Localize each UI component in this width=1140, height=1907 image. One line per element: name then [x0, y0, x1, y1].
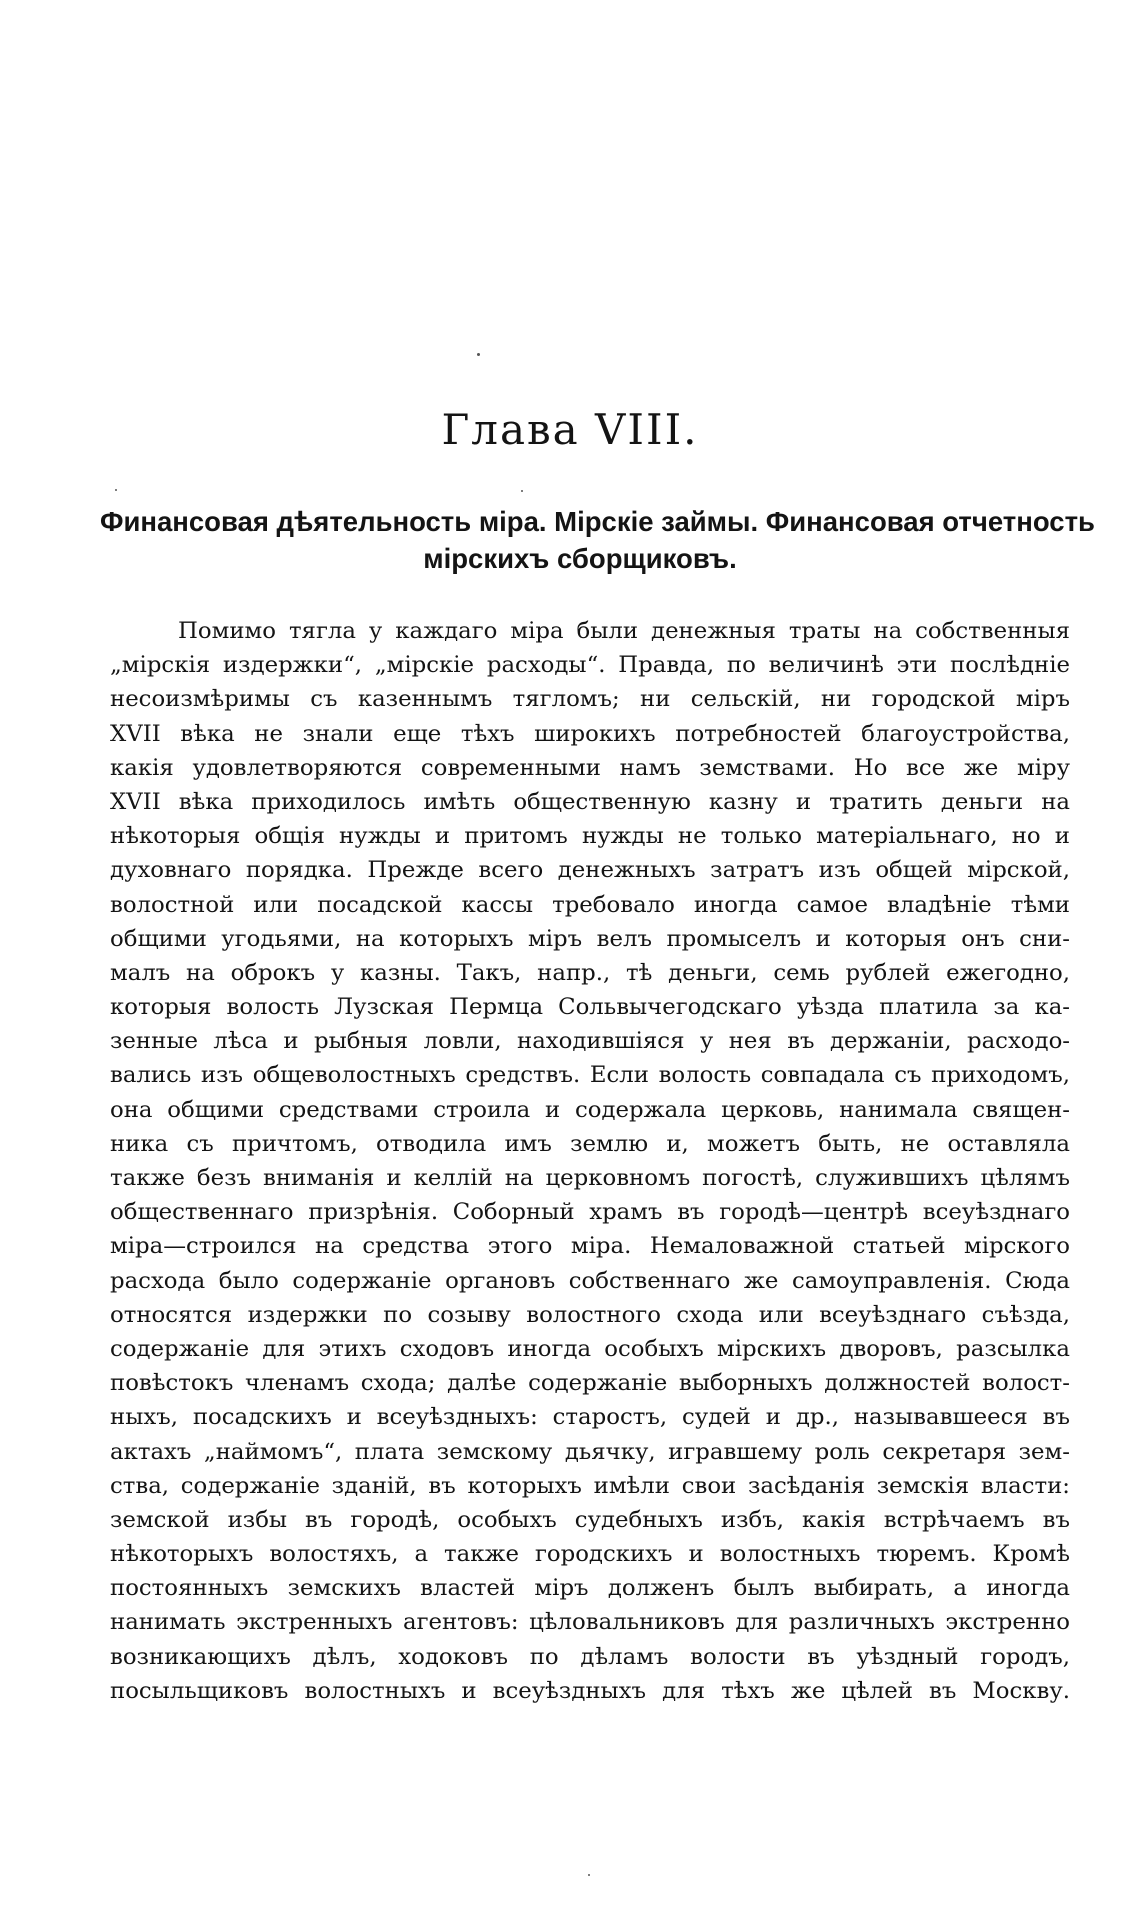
- text-line: актахъ „наймомъ“, плата земскому дьячку, игравшему роль секретаря зем-: [110, 1438, 1070, 1465]
- text-line: земской избы въ городѣ, особыхъ судебныхъ избъ, какія встрѣчаемъ въ: [110, 1506, 1070, 1533]
- text-line: общими угодьями, на которыхъ міръ велъ промыселъ и которыя онъ сни-: [110, 925, 1070, 952]
- text-line: міра—строился на средства этого міра. Немаловажной статьей мірского: [110, 1233, 1070, 1260]
- print-speck: [115, 489, 117, 491]
- text-line: XVII вѣка приходилось имѣть общественную казну и тратить деньги на: [110, 788, 1070, 815]
- text-line: общественнаго призрѣнія. Соборный храмъ въ городѣ—центрѣ всеуѣзднаго: [110, 1199, 1070, 1226]
- subtitle-line: мірскихъ сборщиковъ.: [423, 543, 737, 574]
- print-speck: [521, 490, 523, 492]
- chapter-title: Глава VIII.: [441, 405, 699, 454]
- text-line: волостной или посадской кассы требовало иногда самое владѣніе тѣми: [110, 891, 1070, 918]
- text-line: духовнаго порядка. Прежде всего денежныхъ затратъ изъ общей мірской,: [110, 857, 1070, 884]
- subtitle-line: Финансовая дѣятельность міра. Мірскіе займы. Финансовая отчетность: [100, 506, 1095, 537]
- text-line: нанимать экстренныхъ агентовъ: цѣловальниковъ для различныхъ экстренно: [110, 1609, 1070, 1636]
- text-line: зенные лѣса и рыбныя ловли, находившіяся у нея въ держаніи, расходо-: [110, 1028, 1070, 1055]
- text-line: Помимо тягла у каждаго міра были денежныя траты на собственныя: [178, 618, 1070, 644]
- text-line: XVII вѣка не знали еще тѣхъ широкихъ потребностей благоустройства,: [110, 720, 1070, 747]
- text-line: относятся издержки по созыву волостного схода или всеуѣзднаго съѣзда,: [110, 1301, 1070, 1328]
- text-line: малъ на оброкъ у казны. Такъ, напр., тѣ деньги, семь рублей ежегодно,: [110, 959, 1070, 986]
- text-line: вались изъ общеволостныхъ средствъ. Если волость совпадала съ приходомъ,: [110, 1062, 1070, 1089]
- text-line: нѣкоторыя общія нужды и притомъ нужды не только матеріальнаго, но и: [110, 823, 1070, 850]
- text-line: которыя волость Лузская Пермца Сольвычегодскаго уѣзда платила за ка-: [110, 994, 1070, 1021]
- text-line: повѣстокъ членамъ схода; далѣе содержаніе выборныхъ должностей волост-: [110, 1370, 1070, 1397]
- chapter-subtitle: [100, 503, 1095, 577]
- text-line: посыльщиковъ волостныхъ и всеуѣздныхъ для тѣхъ же цѣлей въ Москву.: [110, 1677, 1070, 1704]
- text-line: возникающихъ дѣлъ, ходоковъ по дѣламъ волости въ уѣздный городъ,: [110, 1643, 1070, 1670]
- text-line: постоянныхъ земскихъ властей міръ долженъ былъ выбирать, а иногда: [110, 1575, 1070, 1602]
- print-speck: [588, 1874, 590, 1876]
- text-line: она общими средствами строила и содержала церковь, нанимала священ-: [110, 1096, 1070, 1123]
- text-line: какія удовлетворяются современными намъ земствами. Но все же міру: [110, 754, 1070, 781]
- print-speck: [477, 353, 480, 356]
- text-line: ника съ причтомъ, отводила имъ землю и, можетъ быть, не оставляла: [110, 1130, 1070, 1157]
- text-line: ства, содержаніе зданій, въ которыхъ имѣли свои засѣданія земскія власти:: [110, 1472, 1070, 1499]
- text-line: содержаніе для этихъ сходовъ иногда особыхъ мірскихъ дворовъ, разсылка: [110, 1335, 1070, 1362]
- text-line: несоизмѣримы съ казеннымъ тягломъ; ни сельскій, ни городской міръ: [110, 686, 1070, 713]
- text-line: ныхъ, посадскихъ и всеуѣздныхъ: старостъ, судей и др., называвшееся въ: [110, 1404, 1070, 1431]
- text-line: нѣкоторыхъ волостяхъ, а также городскихъ и волостныхъ тюремъ. Кромѣ: [110, 1541, 1070, 1568]
- body-paragraph: [110, 614, 1070, 1708]
- text-line: также безъ вниманія и келлій на церковномъ погостѣ, служившихъ цѣлямъ: [110, 1165, 1070, 1191]
- text-line: „мірскія издержки“, „мірскіе расходы“. Правда, по величинѣ эти послѣдніе: [110, 652, 1070, 679]
- text-line: расхода было содержаніе органовъ собственнаго же самоуправленія. Сюда: [110, 1267, 1070, 1294]
